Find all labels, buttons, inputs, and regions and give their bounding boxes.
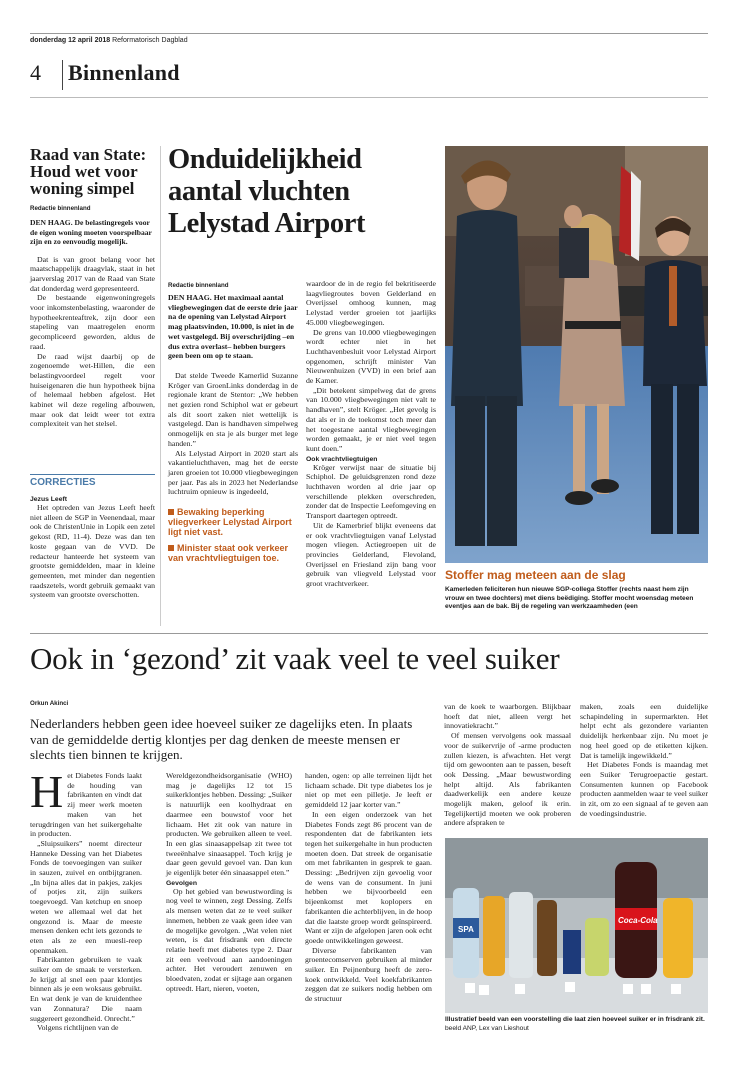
lelystad-lead: DEN HAAG. Het maximaal aantal vliegbewegingen dat de eerste drie jaar na de opening van Lelystad Airport mag plaatsvinden, 10.000, is niet in de wet vastgelegd. Bij overschrijding –en dus extra overlast– hebben burgers geen been om op te staan.	[168, 293, 298, 361]
raad-headline: Raad van State: Houd wet voor woning simpel	[30, 145, 147, 198]
lelystad-col2: waardoor de in de regio fel bekritiseerde laagvliegroutes boven Gelderland en Overijssel omhoog kunnen, mag Lelystad verder groeien tot jaarlijks 45.000 vliegbewegingen. De grens van 10.000 vliegbewegingen wordt echter niet in het Luchthavenbesluit voor Lelystad Airport opgenomen, schrijft minister Van Nieuwenhuizen (VVD) in een brief aan de Kamer. „Dit betekent simpelweg dat de grens van 10.000 vliegbewegingen niet valt te handhaven”, stelt Kröger. „Het gevolg is dat als er in de toekomst toch meer dan het toegestane aantal vliegbewegingen worden gemaakt, je er niet veel tegen kunt doen.” Ook vrachtvliegtuigen Kröger verwijst naar de situatie bij Schiphol. De geluidsgrenzen rond deze luchthaven worden al drie jaar op verschillende plekken overschreden, zonder dat de Inspectie Leefomgeving en Transport daartegen optreedt. Uit de Kamerbrief blijkt eveneens dat er ook vrachtvliegtuigen vanaf Lelystad mogen vliegen. Actiegroepen uit de provincies Gelderland, Flevoland, Overijssel en Friesland zijn bang voor gebruik van vliegveld Lelystad voor groot vrachtverkeer.	[306, 279, 436, 589]
ref-link-1[interactable]: Bewaking beperking vliegverkeer Lelystad Airport ligt niet vast.	[168, 507, 292, 538]
raad-lead: DEN HAAG. De belastingregels voor de eigen woning moeten voorspelbaar zijn en zo eenvoudig mogelijk.	[30, 218, 152, 246]
suiker-col3: handen, ogen: op alle terreinen lijdt het lichaam schade. Dit type diabetes los je niet op met een pilletje. Je leeft er gemiddeld 12 jaar korter van.” In een eigen onderzoek van het Diabetes Fonds zegt 86 procent van de respondenten dat de fabrikanten iets tegen het suikergehalte in hun producten moeten doen. Dat streek de organisatie om met fabrikanten in gesprek te gaan. Dessing: „Bedrijven zijn gevoelig voor de wens van de consument. In juni hebben we bijvoorbeeld een bijeenkomst met koplopers en fabrikanten die achterblijven, in de hoop dat die laatste groep wordt geïnspireerd. Want er zijn de afgelopen jaren ook echt goede ontwikkelingen geweest. Diverse fabrikanten van groentecomserven gebruiken al minder suiker. En Peijnenburg heeft de zero-koek ontwikkeld. Veel koekfabrikanten zeggen dat ze suikers nodig hebben om de structuur	[305, 771, 432, 1004]
stoffer-headline: Stoffer mag meteen aan de slag	[445, 568, 626, 582]
raad-article	[30, 146, 155, 429]
suiker-col1: H et Diabetes Fonds laakt de houding van fabrikanten en vindt dat zij meer werk moeten maken van het terugdringen van het suikergehalte in producten. „Sluipsuikers” noemt directeur Hanneke Dessing van het Diabetes Fonds de toevoegingen van suiker in sauzen, zuivel en ontbijtgranen. „In bijna alles dat in pakjes, zakjes of potjes zit, zijn suikers toegevoegd. Van ketchup en snoep weten we allemaal wel dat het ongezond is. Maar de meeste mensen denken echt iets gezonds te eten als ze een muesli-reep openmaken. Fabrikanten gebruiken te vaak suiker om de smaak te versterken. Je krijgt al snel een paar klontjes binnen als je een woksaus gebruikt. En wat denk je van de kruidenthee van Zonnatura? Die naam suggereert gezondheid. Onrecht.” Volgens richtlijnen van de	[30, 766, 142, 1033]
section-rule	[30, 633, 708, 634]
dateline: donderdag 12 april 2018 Reformatorisch Dagblad	[30, 37, 188, 44]
lelystad-headline: Onduidelijkheid aantal vluchten Lelystad Airport	[168, 144, 366, 239]
soda-bottles-image	[445, 838, 708, 1013]
soda-caption: Illustratief beeld van een voorstelling die laat zien hoeveel suiker er in frisdrank zit. beeld ANP, Lex van Lieshout	[445, 1016, 705, 1032]
correcties-rule	[30, 474, 155, 475]
suiker-col4: van de koek te waarborgen. Blijkbaar hoeft dat niet, alleen vergt het innovatiekracht.” Of mensen vervolgens ook massaal voor de suikervrije of -arme producten zullen kiezen, is afwachten. Het vergt tijd om gewoonten aan te passen, beseft ook Dessing. „Maar bewustwording helpt altijd. Als fabrikanten daadwerkelijk een andere keuze mogelijk maken, geloof ik erin. Tegelijkertijd moeten we ook proberen andere afspraken te	[444, 702, 571, 828]
header-rule	[30, 97, 708, 98]
top-rule	[30, 33, 708, 34]
stoffer-photo	[445, 146, 708, 563]
parliament-scene-image	[445, 146, 708, 563]
raad-body: Dat is van groot belang voor het maatschappelijk draagvlak, staat in het jaarverslag 2017 van de Raad van State dat donderdag werd gepresenteerd. De bestaande eigenwoningregels voor inkomstenbelasting, waaronder de hypotheekrenteaftrek, zijn door een stapeling van maatregelen enorm gecompliceerd geworden, aldus de raad. De raad wijst daarbij op de zogenoemde wet-Hillen, die een belastingvoordeel regelt voor huiseigenaren die hun hypotheek bijna of helemaal hebben afgelost. Het kabinet wil deze regeling afbouwen, maar ook dat leidt weer tot extra complexiteit van het stelsel.	[30, 254, 155, 429]
raad-byline: Redactie binnenland	[30, 205, 91, 212]
related-refs	[168, 507, 298, 563]
ref-link-2[interactable]: Minister staat ook verkeer van vrachtvliegtuigen toe.	[168, 543, 289, 564]
cocacola-label: Coca-Cola	[618, 916, 658, 925]
header-divider	[62, 60, 63, 90]
correcties-subhead: Jezus Leeft	[30, 496, 68, 503]
stoffer-caption: Kamerleden feliciteren hun nieuwe SGP-collega Stoffer (rechts naast hem zijn vrouw en twee dochters) met diens beëdiging. Stoffer mocht woensdag meteen eventjes aan de bak. Bij de regeling van werkzaamheden (een	[445, 586, 694, 611]
suiker-col5: maken, zoals een duidelijke schapindeling in supermarkten. Het helpt echt als gezondere varianten duidelijk herkenbaar zijn. Nu moet je nog heel goed op de etiketten kijken. Dat is tamelijk ingewikkeld.” Het Diabetes Fonds is maandag met een Suiker Terugroepactie gestart. Consumenten kunnen op Facebook producten aanmelden waar te veel suiker in zit, om zo een signaal af te geven aan de voedingsindustrie.	[580, 702, 708, 818]
lelystad-byline: Redactie binnenland	[168, 282, 229, 289]
column-divider	[160, 146, 161, 626]
suiker-headline: Ook in ‘gezond’ zit vaak veel te veel suiker	[30, 641, 560, 676]
suiker-intro: Nederlanders hebben geen idee hoeveel suiker ze dagelijks eten. In plaats van de gemiddelde dertig klontjes per dag denken de meeste mensen er slechts tien binnen te krijgen.	[30, 716, 413, 762]
section-title: Binnenland	[68, 60, 180, 85]
lelystad-col1: DEN HAAG. Het maximaal aantal vliegbewegingen dat de eerste drie jaar na de opening van Lelystad Airport mag plaatsvinden, 10.000, is niet in de wet vastgelegd. Bij overschrijding –en dus extra overlast– hebben burgers geen been om op te staan. Dat stelde Tweede Kamerlid Suzanne Kröger van GroenLinks donderdag in de regionale krant de Stentor: „We hebben net gezien rond Schiphol wat er gebeurt als dit soort zaken niet wettelijk is vastgelegd. Dan is handhaven simpelweg onmogelijk en sta je als burger met lege handen.” Als Lelystad Airport in 2020 start als vakantieluchthaven, mag het de eerste jaren groeien tot 10.000 vliegbewegingen per jaar. Pas als in 2023 het Nederlandse luchtruim opnieuw is ingedeeld, Bewaking beperking vliegverkeer Lelystad Airport ligt niet vast. Minister staat ook verkeer van vrachtvliegtuigen toe.	[168, 293, 298, 564]
spa-label: SPA	[458, 925, 474, 934]
page-number: 4	[30, 60, 41, 85]
soda-photo	[445, 838, 708, 1013]
suiker-byline: Orkun Akinci	[30, 700, 69, 707]
dropcap: H	[30, 766, 64, 817]
suiker-col2: Wereldgezondheidsorganisatie (WHO) mag je dagelijks 12 tot 15 suikerklontjes hebben. Dessing: „Suiker is natuurlijk een koolhydraat en daarmee een bouwstof voor het lichaam. Het zit ook van nature in producten. We gebruiken alleen te veel. In een glas sinaasappelsap zit twee tot tweeënhalve sinaasappel. Toch krijg je daar geen gevuld gevoel van. Dan kun je eigenlijk beter één sinaasappel eten.” Gevolgen Op het gebied van bewustwording is nog veel te winnen, zegt Dessing. Zelfs als mensen weten dat ze te veel suiker innemen, hebben ze vaak geen idee van de mogelijke gevolgen. „Wat velen niet weten, is dat frisdrank een directe relatie heeft met diabetes type 2. Daar zit een veelvoud aan aandoeningen achter. Het veroudert zenuwen en bloedvaten, zodat er sijtage aan organen optreedt. Hart, nieren, voeten,	[166, 771, 292, 993]
lelystad-subhead: Ook vrachtvliegtuigen	[306, 455, 378, 463]
suiker-subhead: Gevolgen	[166, 879, 197, 887]
correcties-body: Jezus Leeft Het optreden van Jezus Leeft heeft niet alleen de SGP in Veenendaal, maar ook de ChristenUnie in Lopik een zetel gekost (RD, 11-4). Deze was dan ten koste gegaan van de VVD. De redacteur hanteerde het systeem van grootste gemiddelden, maar in kleine gemeenten, met minder dan negentien raadszetels, wordt gebruik gemaakt van systeem van grootste overschotten.	[30, 496, 155, 600]
correcties-title: CORRECTIES	[30, 477, 96, 488]
